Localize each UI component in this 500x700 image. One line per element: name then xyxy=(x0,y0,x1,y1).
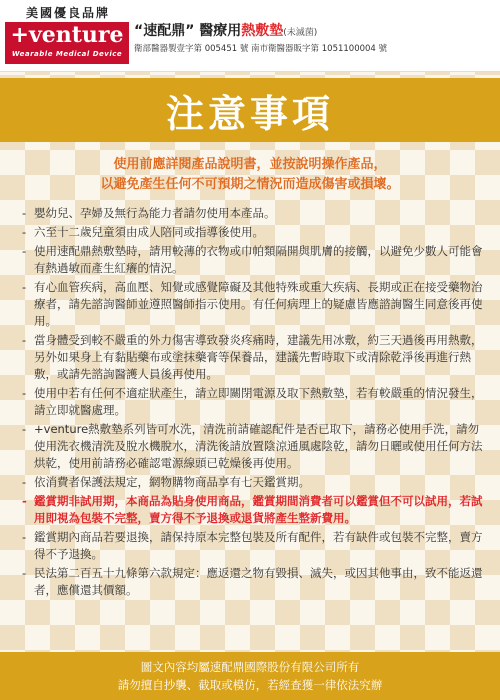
intro-line: 使用前應詳閱產品說明書，並按說明操作產品， xyxy=(113,157,387,172)
notice-item xyxy=(22,205,488,222)
notice-text: 六至十二歲兒童須由成人陪同或指導後使用。 xyxy=(34,225,264,239)
product-name xyxy=(134,20,494,40)
notice-list xyxy=(22,205,488,601)
intro-line: 以避免產生任何不可預期之情況而造成傷害或損壞。 xyxy=(100,177,400,192)
bullet-dash: - xyxy=(22,494,27,508)
notice-item xyxy=(22,224,488,241)
notice-text: 使用中若有任何不適症狀產生，請立即關閉電源及取下熱敷墊，若有較嚴重的情況發生，請立即就醫處理。 xyxy=(34,386,483,417)
notice-item xyxy=(22,279,488,330)
brand-certification: 美國優良品牌 xyxy=(25,6,110,20)
venture-logo xyxy=(5,22,129,64)
bullet-dash: - xyxy=(22,422,27,436)
copyright-footer xyxy=(0,652,500,700)
bullet-dash: - xyxy=(22,386,27,400)
product-hot-pad: 熱敷墊 xyxy=(241,23,284,39)
logo-text: +venture xyxy=(10,22,124,48)
footer-line: 請勿擅自抄襲、截取或模仿，若經查獲一律依法究辦 xyxy=(117,678,383,692)
notice-item xyxy=(22,474,488,491)
footer-line: 圖文內容均屬速配鼎國際股份有限公司所有 xyxy=(140,660,360,674)
bullet-dash: - xyxy=(22,206,27,220)
bullet-dash: - xyxy=(22,280,27,294)
product-sterility-note: (未滅菌) xyxy=(283,28,318,38)
bullet-dash: - xyxy=(22,244,27,258)
notice-text: 有心血管疾病，高血壓、知覺或感覺障礙及其他特殊或重大疾病、長期或正在接受藥物治療者，請先諮詢醫師並遵照醫師指示使用。有任何病理上的疑慮皆應諮詢醫生同意後再使用。 xyxy=(34,280,483,328)
intro-text xyxy=(0,155,500,195)
license-numbers: 衛部醫器製壹字第 005451 號 南市衛醫器販字第 1051100004 號 xyxy=(134,44,388,54)
title-band xyxy=(0,78,500,142)
bullet-dash: - xyxy=(22,225,27,239)
product-type: 醫療用 xyxy=(199,23,242,39)
notice-item-warning xyxy=(22,493,488,527)
bullet-dash: - xyxy=(22,530,27,544)
notice-text: 民法第二百五十九條第六款規定：應返還之物有毀損、滅失，或因其他事由，致不能返還者，應償還其價額。 xyxy=(34,566,483,597)
notice-item xyxy=(22,385,488,419)
notice-text: 使用速配鼎熱敷墊時，請用較薄的衣物或巾帕類隔開與肌膚的接觸，以避免少數人可能會有熱過敏而產生紅癢的情況。 xyxy=(34,244,483,275)
bullet-dash: - xyxy=(22,475,27,489)
notice-item xyxy=(22,243,488,277)
notice-item xyxy=(22,421,488,472)
notice-text: 當身體受到較不嚴重的外力傷害導致發炎疼痛時，建議先用冰敷，約三天過後再用熱敷，另外如果身上有黏貼藥布或塗抹藥膏等保養品，建議先暫時取下或清除乾淨後再進行熱敷，或請先諮詢醫護人員後再使用。 xyxy=(34,333,483,381)
notice-item xyxy=(22,332,488,383)
bullet-dash: - xyxy=(22,333,27,347)
notice-text: 鑑賞期內商品若要退換，請保持原本完整包裝及所有配件，若有缺件或包裝不完整，賣方得不予退換。 xyxy=(34,530,483,561)
notice-item xyxy=(22,565,488,599)
notice-text: 依消費者保護法規定，網物購物商品享有七天鑑賞期。 xyxy=(34,475,310,489)
product-brand: “速配鼎” xyxy=(134,23,195,39)
notice-item xyxy=(22,529,488,563)
bullet-dash: - xyxy=(22,566,27,580)
notice-text: 嬰幼兒、孕婦及無行為能力者請勿使用本產品。 xyxy=(34,206,276,220)
notice-text: +venture熱敷墊系列皆可水洗，清洗前請確認配件是否已取下，請務必使用手洗，請勿使用洗衣機清洗及脫水機脫水，清洗後請放置陰涼通風處陰乾，請勿日曬或使用任何方法烘乾，使用前請務必確認電源線頭已乾燥後再使用。 xyxy=(34,422,483,470)
page-title: 注意事項 xyxy=(165,91,334,136)
notice-text: 鑑賞期非試用期，本商品為貼身使用商品，鑑賞期間消費者可以鑑賞但不可以試用，若試用即視為包裝不完整，賣方得不予退換或退貨將產生整新費用。 xyxy=(34,494,483,525)
header xyxy=(0,0,500,72)
logo-subtitle: Wearable Medical Device xyxy=(11,50,123,58)
